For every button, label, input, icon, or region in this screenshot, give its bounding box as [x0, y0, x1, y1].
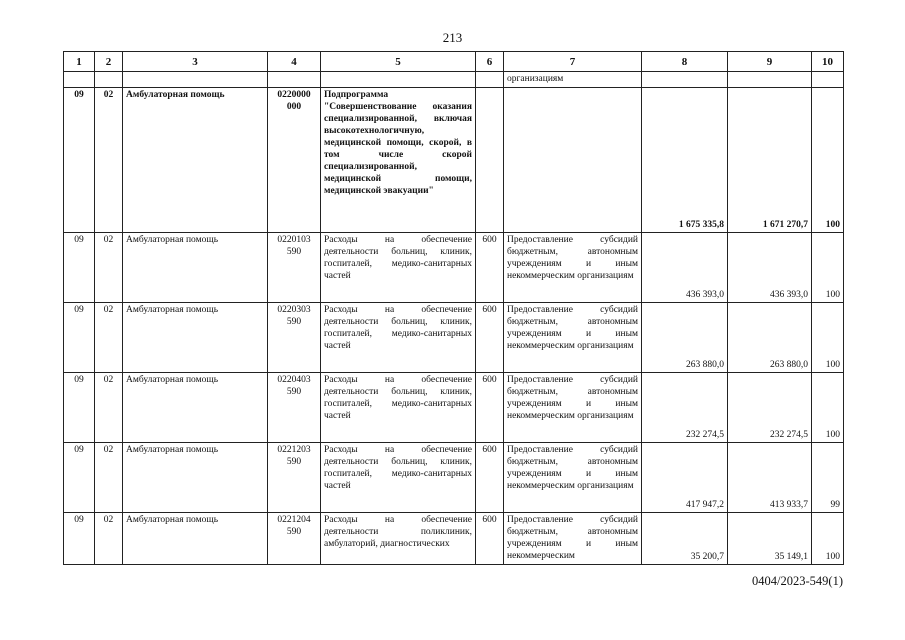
section-cell: 09 — [64, 513, 95, 565]
description-cell: Подпрограмма "Совершенствование оказания специализированной, включая высокотехнологичную, медицинской помощи, скорой, в том числе скорой специализированной, медицинской помощи, медицинской эвакуации" — [321, 88, 476, 233]
plan-amount-cell: 417 947,2 — [642, 443, 728, 513]
column-header: 9 — [728, 52, 812, 72]
target-code-cell — [268, 373, 321, 443]
expense-type-name-cell: Предоставление субсидий бюджетным, автономным учреждениям и иным некоммерческим организациям — [504, 443, 642, 513]
percent-cell: 100 — [812, 233, 844, 303]
expense-type-cell: 600 — [476, 513, 504, 565]
expense-type-name-cell — [504, 88, 642, 233]
activity-name-cell: Амбулаторная помощь — [123, 443, 268, 513]
column-header: 5 — [321, 52, 476, 72]
page-number: 213 — [442, 30, 463, 45]
actual-amount-cell: 413 933,7 — [728, 443, 812, 513]
percent-cell: 100 — [812, 513, 844, 565]
percent-cell: 100 — [812, 303, 844, 373]
target-code-part1: 0220303 — [277, 305, 311, 315]
table-row — [64, 513, 844, 565]
actual-amount-cell: 436 393,0 — [728, 233, 812, 303]
table-row — [64, 303, 844, 373]
expense-type-cell — [476, 88, 504, 233]
plan-amount-cell: 1 675 335,8 — [642, 88, 728, 233]
column-header: 8 — [642, 52, 728, 72]
subsection-cell: 02 — [95, 303, 123, 373]
target-code-part1: 0220103 — [277, 235, 311, 245]
target-code-cell — [268, 443, 321, 513]
expense-type-name-cell: Предоставление субсидий бюджетным, автономным учреждениям и иным некоммерческим организациям — [504, 373, 642, 443]
percent-cell: 100 — [812, 88, 844, 233]
subprogram-row — [64, 88, 844, 233]
expense-type-cell: 600 — [476, 303, 504, 373]
activity-name-cell: Амбулаторная помощь — [123, 88, 268, 233]
percent-cell: 100 — [812, 373, 844, 443]
table-row — [64, 443, 844, 513]
activity-name-cell: Амбулаторная помощь — [123, 513, 268, 565]
target-code-part1: 0220000 — [277, 90, 311, 100]
activity-name-cell: Амбулаторная помощь — [123, 233, 268, 303]
actual-amount-cell: 232 274,5 — [728, 373, 812, 443]
description-cell: Расходы на обеспечение деятельности поликлиник, амбулаторий, диагностических — [321, 513, 476, 565]
subsection-cell: 02 — [95, 233, 123, 303]
description-cell: Расходы на обеспечение деятельности больниц, клиник, госпиталей, медико-санитарных частей — [321, 443, 476, 513]
target-code-part2: 590 — [286, 457, 302, 467]
plan-amount-cell: 436 393,0 — [642, 233, 728, 303]
target-code-part1: 0221204 — [277, 515, 311, 525]
budget-table — [63, 51, 844, 565]
column-header: 1 — [64, 52, 95, 72]
activity-name-cell: Амбулаторная помощь — [123, 303, 268, 373]
plan-amount-cell: 232 274,5 — [642, 373, 728, 443]
target-code-cell — [268, 233, 321, 303]
subsection-cell: 02 — [95, 373, 123, 443]
percent-cell: 99 — [812, 443, 844, 513]
column-header: 10 — [812, 52, 844, 72]
column-header: 3 — [123, 52, 268, 72]
section-cell: 09 — [64, 303, 95, 373]
target-code-part2: 590 — [286, 247, 302, 257]
plan-amount-cell: 35 200,7 — [642, 513, 728, 565]
section-cell: 09 — [64, 233, 95, 303]
target-code-part1: 0221203 — [277, 445, 311, 455]
expense-type-cell: 600 — [476, 373, 504, 443]
target-code-part2: 590 — [286, 527, 302, 537]
target-code-cell — [268, 88, 321, 233]
column-header: 7 — [504, 52, 642, 72]
target-code-cell — [268, 303, 321, 373]
target-code-part2: 590 — [286, 317, 302, 327]
table-row — [64, 233, 844, 303]
expense-type-name-cell: организациям — [504, 72, 642, 88]
subsection-cell: 02 — [95, 88, 123, 233]
actual-amount-cell: 35 149,1 — [728, 513, 812, 565]
document-code: 0404/2023-549(1) — [752, 574, 843, 588]
target-code-part2: 590 — [286, 387, 302, 397]
table-row — [64, 373, 844, 443]
expense-type-name-cell: Предоставление субсидий бюджетным, автономным учреждениям и иным некоммерческим организациям — [504, 233, 642, 303]
carry-over-row — [64, 72, 844, 88]
expense-type-name-cell: Предоставление субсидий бюджетным, автономным учреждениям и иным некоммерческим — [504, 513, 642, 565]
description-cell: Расходы на обеспечение деятельности больниц, клиник, госпиталей, медико-санитарных частей — [321, 373, 476, 443]
column-header: 4 — [268, 52, 321, 72]
section-cell: 09 — [64, 443, 95, 513]
target-code-part2: 000 — [286, 102, 302, 112]
header-row — [64, 52, 844, 72]
description-cell: Расходы на обеспечение деятельности больниц, клиник, госпиталей, медико-санитарных частей — [321, 233, 476, 303]
expense-type-name-cell: Предоставление субсидий бюджетным, автономным учреждениям и иным некоммерческим организациям — [504, 303, 642, 373]
expense-type-cell: 600 — [476, 443, 504, 513]
section-cell: 09 — [64, 373, 95, 443]
plan-amount-cell: 263 880,0 — [642, 303, 728, 373]
column-header: 2 — [95, 52, 123, 72]
actual-amount-cell: 1 671 270,7 — [728, 88, 812, 233]
activity-name-cell: Амбулаторная помощь — [123, 373, 268, 443]
subsection-cell: 02 — [95, 443, 123, 513]
subsection-cell: 02 — [95, 513, 123, 565]
actual-amount-cell: 263 880,0 — [728, 303, 812, 373]
target-code-part1: 0220403 — [277, 375, 311, 385]
section-cell: 09 — [64, 88, 95, 233]
column-header: 6 — [476, 52, 504, 72]
description-cell: Расходы на обеспечение деятельности больниц, клиник, госпиталей, медико-санитарных частей — [321, 303, 476, 373]
target-code-cell — [268, 513, 321, 565]
expense-type-cell: 600 — [476, 233, 504, 303]
